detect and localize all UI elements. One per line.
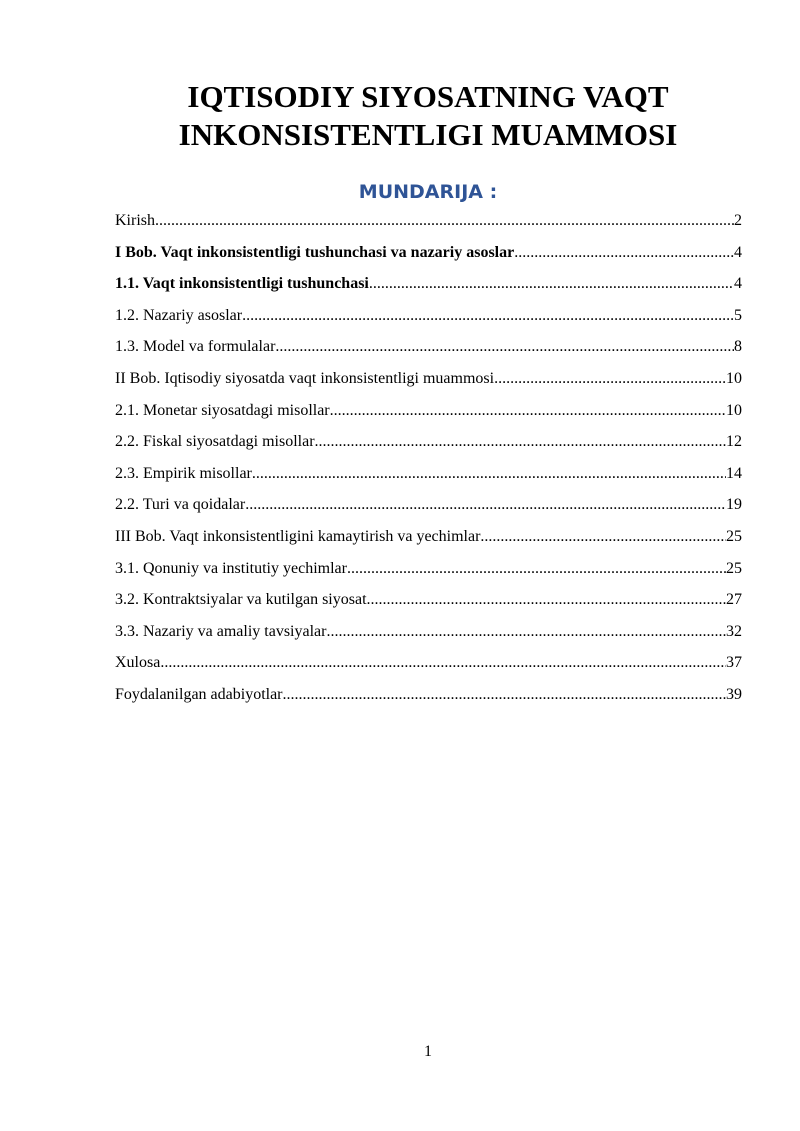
toc-entry-page: 25 — [726, 527, 742, 545]
toc-entry[interactable] — [115, 367, 742, 399]
toc-entry-label: 1.2. Nazariy asoslar — [115, 306, 243, 324]
toc-entry-page: 10 — [726, 401, 742, 419]
toc-entry-label: 1.3. Model va formulalar — [115, 338, 276, 356]
dot-leader — [155, 209, 734, 233]
toc-entry[interactable] — [115, 620, 742, 652]
toc-entry-page: 10 — [726, 369, 742, 387]
toc-entry[interactable] — [115, 272, 742, 304]
toc-entry[interactable] — [115, 241, 742, 273]
dot-leader — [252, 462, 726, 486]
dot-leader — [315, 430, 726, 454]
toc-entry-page: 37 — [726, 654, 742, 672]
dot-leader — [283, 683, 726, 707]
dot-leader — [242, 304, 734, 328]
toc-entry[interactable] — [115, 304, 742, 336]
toc-entry-page: 25 — [726, 559, 742, 577]
toc-entry-page: 39 — [726, 685, 742, 703]
toc-entry[interactable] — [115, 462, 742, 494]
toc-entry-label: III Bob. Vaqt inkonsistentligini kamaytirish va yechimlar — [115, 527, 481, 545]
toc-entry[interactable] — [115, 557, 742, 589]
toc-entry[interactable] — [115, 588, 742, 620]
toc-heading: MUNDARIJA : — [358, 181, 498, 203]
toc-entry[interactable] — [115, 209, 742, 241]
toc-entry-page: 2 — [734, 212, 742, 229]
toc-entry-page: 32 — [726, 622, 742, 640]
dot-leader — [369, 272, 734, 296]
document-title — [114, 78, 742, 154]
toc-entry-page: 4 — [734, 243, 742, 261]
table-of-contents — [115, 209, 742, 715]
toc-entry-label: 1.1. Vaqt inkonsistentligi tushunchasi — [115, 275, 369, 293]
toc-entry-label: 3.2. Kontraktsiyalar va kutilgan siyosat — [115, 591, 367, 609]
dot-leader — [514, 241, 734, 265]
dot-leader — [494, 367, 726, 391]
toc-entry[interactable] — [115, 683, 742, 715]
dot-leader — [480, 525, 726, 549]
dot-leader — [245, 493, 726, 517]
toc-entry-label: Xulosa — [115, 654, 161, 672]
toc-entry-label: I Bob. Vaqt inkonsistentligi tushunchasi va nazariy asoslar — [115, 243, 515, 261]
toc-entry-page: 27 — [726, 591, 742, 609]
toc-entry[interactable] — [115, 651, 742, 683]
toc-entry-page: 14 — [726, 464, 742, 482]
toc-entry[interactable] — [115, 399, 742, 431]
dot-leader — [367, 588, 726, 612]
toc-entry-label: II Bob. Iqtisodiy siyosatda vaqt inkonsistentligi muammosi — [115, 369, 495, 387]
toc-entry-page: 12 — [726, 433, 742, 451]
dot-leader — [275, 335, 734, 359]
toc-entry-page: 5 — [734, 306, 742, 324]
dot-leader — [160, 651, 726, 675]
toc-entry-page: 19 — [726, 496, 742, 514]
toc-entry-label: Kirish — [115, 212, 155, 229]
dot-leader — [330, 399, 726, 423]
toc-entry-label: 2.2. Fiskal siyosatdagi misollar — [115, 433, 315, 451]
toc-entry[interactable] — [115, 525, 742, 557]
toc-entry[interactable] — [115, 430, 742, 462]
dot-leader — [347, 557, 726, 581]
toc-entry[interactable] — [115, 335, 742, 367]
toc-entry-label: Foydalanilgan adabiyotlar — [115, 685, 283, 703]
toc-entry-label: 2.2. Turi va qoidalar — [115, 496, 246, 514]
title-line-2: INKONSISTENTLIGI MUAMMOSI — [178, 117, 678, 152]
toc-entry-label: 2.3. Empirik misollar — [115, 464, 252, 482]
page-number: 1 — [424, 1043, 432, 1060]
toc-entry[interactable] — [115, 493, 742, 525]
title-line-1: IQTISODIY SIYOSATNING VAQT — [187, 79, 669, 114]
toc-entry-page: 4 — [734, 275, 742, 293]
toc-entry-page: 8 — [734, 338, 742, 356]
toc-entry-label: 3.3. Nazariy va amaliy tavsiyalar — [115, 622, 327, 640]
toc-entry-label: 2.1. Monetar siyosatdagi misollar — [115, 401, 330, 419]
dot-leader — [326, 620, 726, 644]
toc-entry-label: 3.1. Qonuniy va institutiy yechimlar — [115, 559, 347, 577]
